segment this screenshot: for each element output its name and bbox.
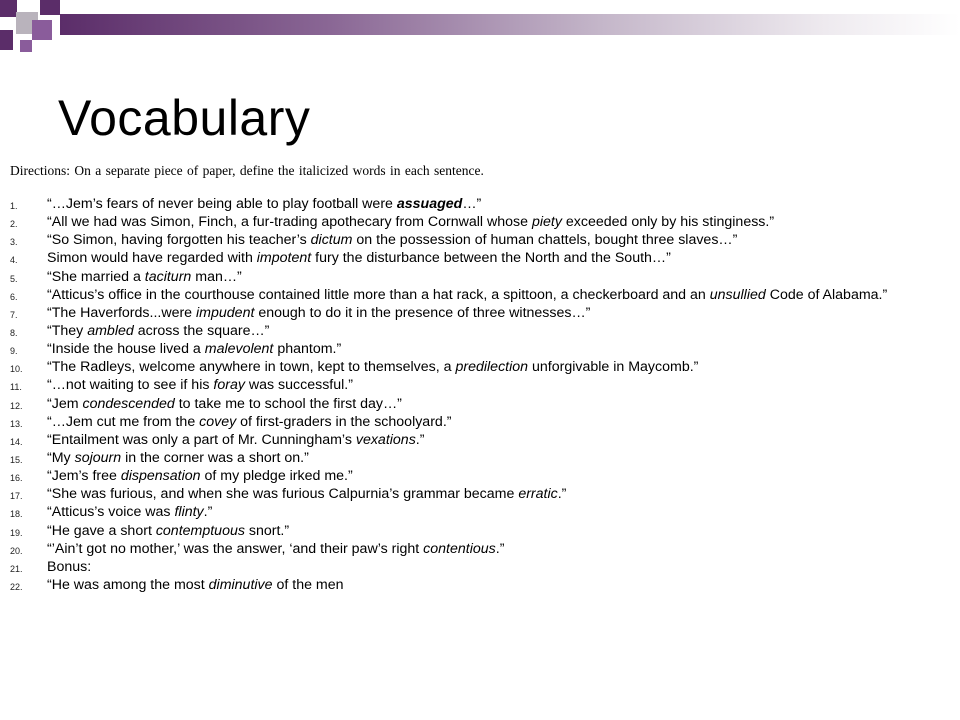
- list-item: [0, 360, 940, 375]
- item-text-end: fury the disturbance between the North and the South…”: [311, 250, 671, 267]
- vocab-word: flinty: [174, 504, 204, 521]
- item-number: 3.: [10, 237, 18, 248]
- item-number: 16.: [10, 473, 23, 484]
- item-number: 20.: [10, 545, 23, 556]
- vocab-word: vexations: [355, 431, 416, 448]
- list-item: [0, 560, 940, 575]
- list-item: [0, 524, 940, 539]
- vocab-word: foray: [213, 377, 245, 394]
- item-text: “Jem’s free: [47, 468, 121, 485]
- item-text-end: of first-graders in the schoolyard.”: [236, 413, 452, 430]
- item-number: 5.: [10, 273, 18, 284]
- item-text: “…not waiting to see if his: [47, 377, 214, 394]
- item-text: “So Simon, having forgotten his teacher’s: [47, 232, 311, 249]
- vocab-word: dispensation: [120, 468, 201, 485]
- item-text-end: to take me to school the first day…”: [174, 395, 402, 412]
- item-text-end: of the men: [272, 576, 344, 593]
- deco-square: [20, 40, 32, 52]
- item-text: “She was furious, and when she was furious Calpurnia’s grammar became: [47, 486, 519, 503]
- item-text-end: in the corner was a short on.”: [121, 449, 309, 466]
- list-item: [0, 505, 940, 520]
- vocab-word: unsullied: [709, 286, 766, 303]
- item-number: 21.: [10, 563, 23, 574]
- item-text: “My: [47, 449, 75, 466]
- item-text-end: on the possession of human chattels, bought three slaves…”: [352, 232, 738, 249]
- vocab-word: impotent: [256, 250, 312, 267]
- item-text: “She married a: [47, 268, 145, 285]
- directions-text: Directions: On a separate piece of paper, define the italicized words in each sentence.: [10, 163, 484, 178]
- item-text-end: …”: [462, 196, 482, 212]
- item-number: 15.: [10, 454, 23, 465]
- list-item: [0, 324, 940, 339]
- vocab-word: piety: [531, 214, 562, 231]
- item-number: 12.: [10, 400, 23, 411]
- item-text: “The Haverfords...were: [47, 304, 197, 321]
- list-item: [0, 233, 940, 248]
- item-text-end: snort.”: [244, 522, 290, 539]
- item-text-end: phantom.”: [273, 341, 342, 358]
- list-item: [0, 469, 940, 484]
- item-number: 19.: [10, 527, 23, 538]
- item-number: 9.: [10, 346, 18, 357]
- item-text-end: across the square…”: [133, 322, 270, 339]
- item-number: 22.: [10, 581, 23, 592]
- vocab-word: dictum: [310, 232, 353, 249]
- list-item: [0, 451, 940, 466]
- item-text-end: of my pledge irked me.”: [200, 468, 353, 485]
- vocab-word: impudent: [196, 304, 255, 321]
- item-text: “Inside the house lived a: [47, 341, 205, 358]
- item-text: “Jem: [47, 395, 83, 412]
- list-item: [0, 487, 940, 502]
- item-number: 7.: [10, 309, 18, 320]
- vocab-word: contentious: [423, 540, 496, 557]
- item-text: “Atticus’s office in the courthouse contained little more than a hat rack, a spittoon, a checkerboard and an: [47, 286, 710, 303]
- item-text: “…Jem cut me from the: [47, 413, 200, 430]
- item-text: “All we had was Simon, Finch, a fur-trading apothecary from Cornwall whose: [47, 214, 532, 231]
- item-text-end: .”: [203, 504, 213, 521]
- item-text: Simon would have regarded with: [47, 250, 257, 267]
- item-number: 8.: [10, 327, 18, 338]
- vocab-word: erratic: [518, 486, 558, 503]
- item-text: “They: [47, 322, 88, 339]
- item-text: Bonus:: [47, 558, 92, 575]
- list-item: [0, 251, 940, 266]
- list-item: [0, 197, 940, 212]
- item-text: “…Jem’s fears of never being able to play football were: [47, 196, 397, 212]
- item-number: 10.: [10, 364, 23, 375]
- vocabulary-list: [0, 197, 940, 596]
- item-text: “He gave a short: [47, 522, 156, 539]
- vocab-word: condescended: [82, 395, 175, 412]
- title-decoration: [0, 0, 960, 60]
- item-number: 18.: [10, 509, 23, 520]
- vocab-word: diminutive: [208, 576, 273, 593]
- list-item: [0, 415, 940, 430]
- slide-title: Vocabulary: [58, 90, 311, 146]
- vocab-word: sojourn: [74, 449, 122, 466]
- list-item: [0, 342, 940, 357]
- item-text-end: unforgivable in Maycomb.”: [528, 359, 699, 376]
- item-number: 14.: [10, 436, 23, 447]
- item-number: 2.: [10, 219, 18, 230]
- deco-square: [32, 20, 52, 40]
- item-text-end: exceeded only by his stinginess.”: [561, 214, 775, 231]
- list-item: [0, 578, 940, 593]
- item-text: “He was among the most: [47, 576, 209, 593]
- list-item: [0, 270, 940, 285]
- item-text-end: .”: [557, 486, 567, 503]
- deco-square: [0, 0, 17, 17]
- item-number: 11.: [10, 382, 22, 393]
- item-number: 4.: [10, 255, 18, 266]
- item-text-end: .”: [495, 540, 505, 557]
- item-text: “’Ain’t got no mother,’ was the answer, ‘and their paw’s right: [47, 540, 424, 557]
- item-number: 13.: [10, 418, 23, 429]
- list-item: [0, 397, 940, 412]
- gradient-bar: [60, 14, 960, 35]
- deco-square: [40, 0, 60, 15]
- item-text-end: .”: [415, 431, 425, 448]
- vocab-word: malevolent: [204, 341, 274, 358]
- item-text-end: Code of Alabama.”: [765, 286, 888, 303]
- vocab-word: assuaged: [396, 196, 463, 212]
- list-item: [0, 542, 940, 557]
- list-item: [0, 306, 940, 321]
- item-text: “The Radleys, welcome anywhere in town, kept to themselves, a: [47, 359, 456, 376]
- list-item: [0, 288, 940, 303]
- deco-square: [0, 30, 13, 50]
- vocab-word: covey: [199, 413, 237, 430]
- item-number: 1.: [10, 201, 18, 211]
- vocab-word: contemptuous: [155, 522, 245, 539]
- vocab-word: taciturn: [144, 268, 192, 285]
- list-item: [0, 215, 940, 230]
- item-text-end: was successful.”: [244, 377, 353, 394]
- item-text-end: man…”: [191, 268, 242, 285]
- list-item: [0, 433, 940, 448]
- item-number: 6.: [10, 291, 18, 302]
- item-text-end: enough to do it in the presence of three witnesses…”: [254, 304, 591, 321]
- vocab-word: ambled: [87, 322, 134, 339]
- item-text: “Atticus’s voice was: [47, 504, 175, 521]
- item-text: “Entailment was only a part of Mr. Cunningham’s: [47, 431, 356, 448]
- list-item: [0, 378, 940, 393]
- item-number: 17.: [10, 491, 23, 502]
- vocab-word: predilection: [455, 359, 529, 376]
